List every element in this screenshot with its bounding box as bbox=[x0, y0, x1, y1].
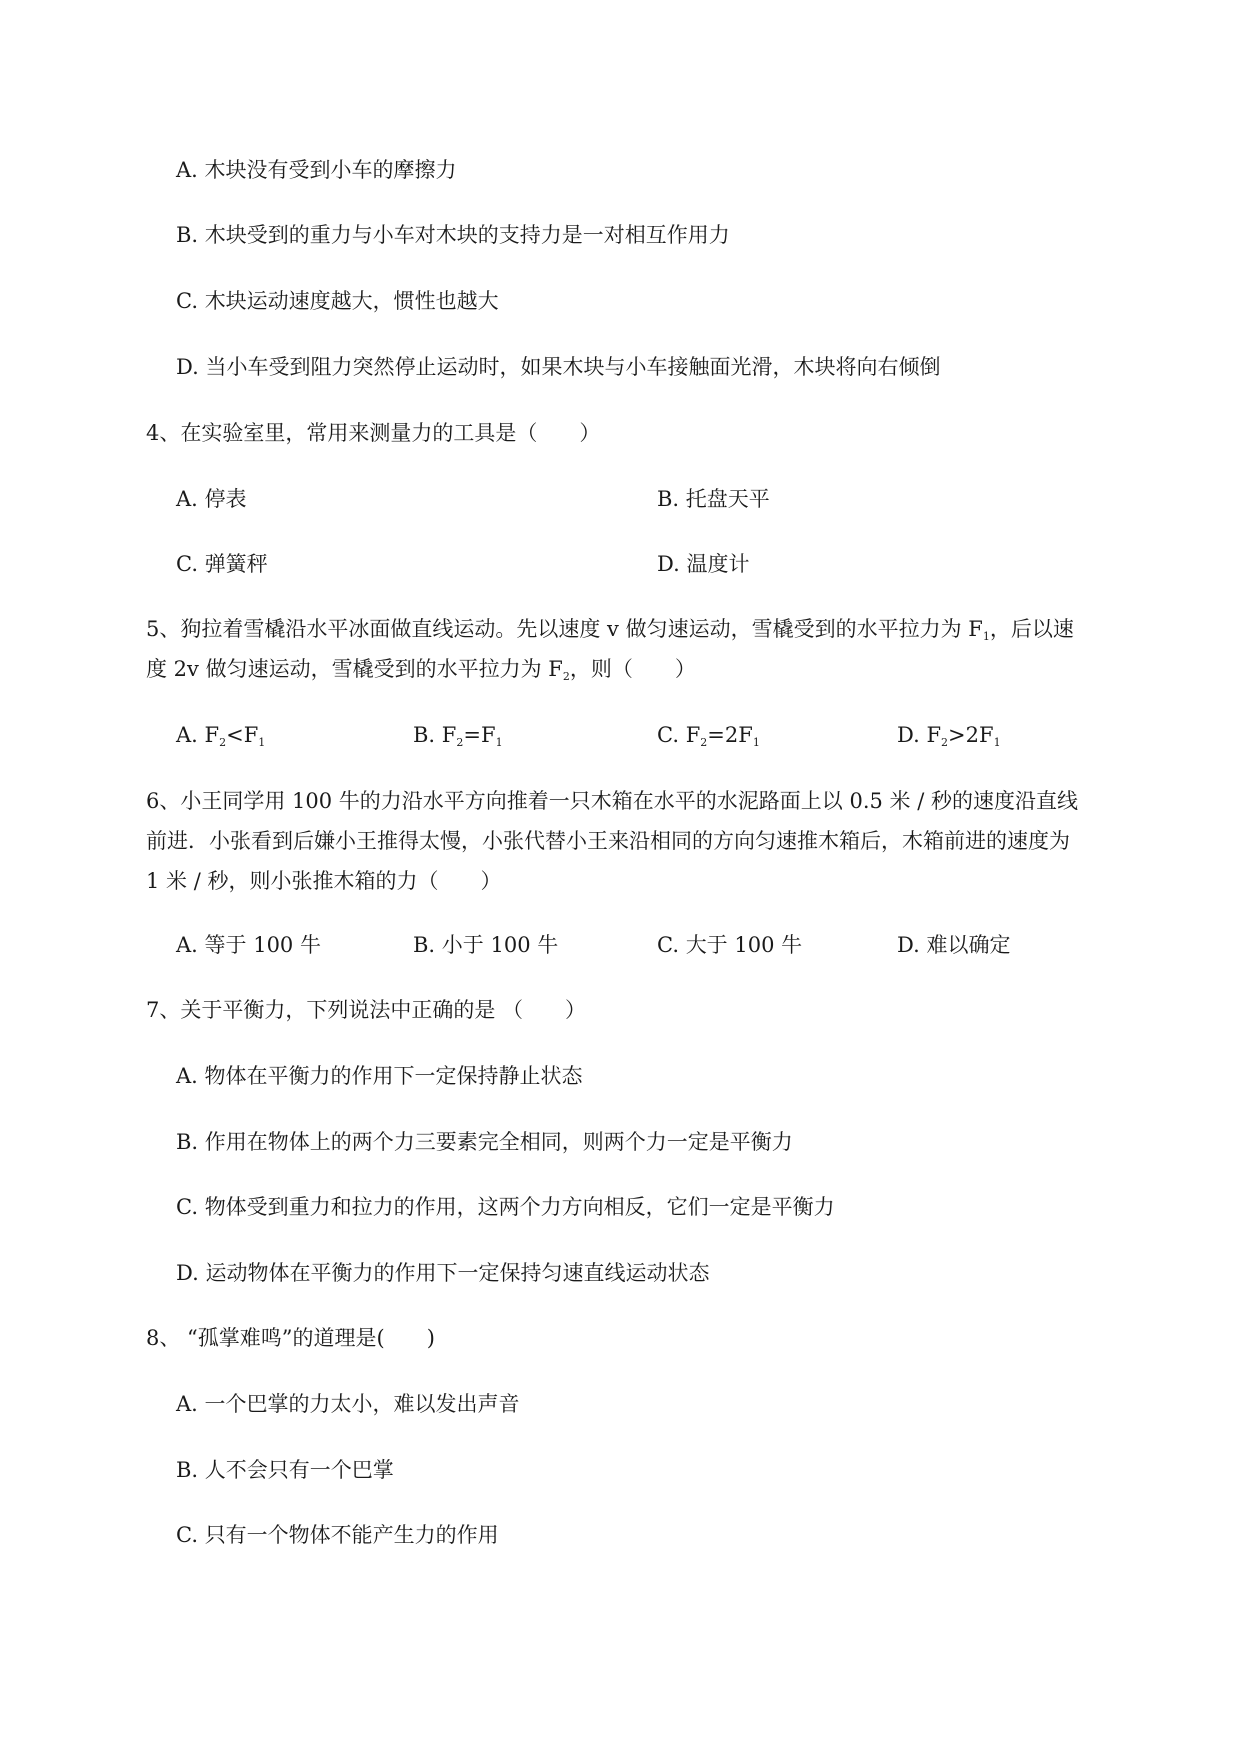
option-text: 木块受到的重力与小车对木块的支持力是一对相互作用力 bbox=[204, 223, 730, 247]
q7-option-d bbox=[176, 1258, 709, 1288]
option-letter: A. bbox=[176, 933, 198, 957]
q8-option-a bbox=[176, 1389, 520, 1419]
option-letter: C. bbox=[176, 1523, 198, 1547]
option-letter: D. bbox=[176, 1261, 199, 1285]
q5-stem-line-1 bbox=[146, 614, 1074, 644]
q6-option-c bbox=[657, 930, 802, 960]
option-letter: D. bbox=[897, 723, 920, 747]
option-letter: C. bbox=[176, 552, 198, 576]
option-text: 物体受到重力和拉力的作用，这两个力方向相反，它们一定是平衡力 bbox=[204, 1195, 835, 1219]
subscript: 2 bbox=[700, 736, 708, 749]
option-text: 作用在物体上的两个力三要素完全相同，则两个力一定是平衡力 bbox=[204, 1130, 793, 1154]
q3-option-b bbox=[176, 220, 730, 250]
option-letter: A. bbox=[176, 723, 198, 747]
option-letter: D. bbox=[657, 552, 680, 576]
option-letter: D. bbox=[897, 933, 920, 957]
force-symbol: F bbox=[243, 723, 259, 747]
option-text: 弹簧秤 bbox=[204, 552, 268, 576]
stem-text: 度 2v 做匀速运动，雪橇受到的水平拉力为 F bbox=[146, 657, 563, 681]
option-letter: B. bbox=[176, 223, 199, 247]
option-text: 托盘天平 bbox=[685, 487, 770, 511]
option-text: 物体在平衡力的作用下一定保持静止状态 bbox=[204, 1064, 583, 1088]
stem-text: 5、狗拉着雪橇沿水平冰面做直线运动。先以速度 v 做匀速运动，雪橇受到的水平拉力为 F bbox=[146, 617, 983, 641]
q5-option-b bbox=[413, 720, 503, 750]
option-text: 大于 100 牛 bbox=[685, 933, 803, 957]
force-symbol: F bbox=[685, 723, 701, 747]
q3-option-c bbox=[176, 286, 499, 316]
stem-text: ，则（ ） bbox=[569, 657, 696, 681]
force-symbol: F bbox=[441, 723, 457, 747]
q4-option-d bbox=[657, 549, 749, 579]
option-text: 难以确定 bbox=[926, 933, 1011, 957]
subscript: 1 bbox=[993, 736, 1001, 749]
relation-symbol: > bbox=[948, 723, 966, 747]
subscript: 2 bbox=[219, 736, 227, 749]
q6-stem-line-1: 6、小王同学用 100 牛的力沿水平方向推着一只木箱在水平的水泥路面上以 0.5 米 / 秒的速度沿直线 bbox=[146, 789, 1078, 813]
option-text: 等于 100 牛 bbox=[204, 933, 321, 957]
option-letter: B. bbox=[176, 1458, 199, 1482]
q8-option-b bbox=[176, 1455, 394, 1485]
option-letter: C. bbox=[176, 1195, 198, 1219]
q5-option-a bbox=[176, 720, 265, 750]
relation-symbol: < bbox=[226, 723, 244, 747]
option-letter: A. bbox=[176, 1064, 198, 1088]
option-letter: A. bbox=[176, 158, 198, 182]
option-letter: B. bbox=[413, 933, 436, 957]
option-text: 当小车受到阻力突然停止运动时，如果木块与小车接触面光滑，木块将向右倾倒 bbox=[205, 355, 941, 379]
q6-option-d bbox=[897, 930, 1010, 960]
subscript: 1 bbox=[495, 736, 503, 749]
option-letter: C. bbox=[657, 723, 679, 747]
option-text: 温度计 bbox=[686, 552, 750, 576]
option-text: 人不会只有一个巴掌 bbox=[204, 1458, 394, 1482]
q6-option-a bbox=[176, 930, 321, 960]
q5-option-d bbox=[897, 720, 1001, 750]
relation-symbol: = bbox=[463, 723, 481, 747]
q7-stem: 7、关于平衡力，下列说法中正确的是 （ ） bbox=[146, 998, 587, 1022]
option-text: 木块运动速度越大，惯性也越大 bbox=[204, 289, 499, 313]
option-letter: A. bbox=[176, 1392, 198, 1416]
option-text: 木块没有受到小车的摩擦力 bbox=[204, 158, 457, 182]
q5-stem-line-2 bbox=[146, 654, 696, 684]
q8-stem: 8、 “孤掌难鸣”的道理是( ) bbox=[146, 1326, 435, 1350]
q7-option-b bbox=[176, 1127, 793, 1157]
subscript: 1 bbox=[752, 736, 760, 749]
q4-stem: 4、在实验室里，常用来测量力的工具是（ ） bbox=[146, 421, 601, 445]
option-letter: B. bbox=[657, 487, 680, 511]
force-symbol: F bbox=[480, 723, 496, 747]
subscript: 1 bbox=[258, 736, 266, 749]
q6-stem-line-2: 前进．小张看到后嫌小王推得太慢，小张代替小王来沿相同的方向匀速推木箱后，木箱前进的速度为 bbox=[146, 829, 1070, 853]
relation-symbol: = bbox=[707, 723, 725, 747]
option-letter: C. bbox=[657, 933, 679, 957]
subscript: 2 bbox=[456, 736, 464, 749]
stem-text: ，后以速 bbox=[989, 617, 1074, 641]
q4-option-c bbox=[176, 549, 268, 579]
force-symbol: F bbox=[204, 723, 220, 747]
q6-stem-line-3: 1 米 / 秒，则小张推木箱的力（ ） bbox=[146, 869, 502, 893]
q7-option-c bbox=[176, 1192, 835, 1222]
option-letter: D. bbox=[176, 355, 199, 379]
q8-option-c bbox=[176, 1520, 499, 1550]
option-letter: A. bbox=[176, 487, 198, 511]
q3-option-d bbox=[176, 352, 940, 382]
q5-option-c bbox=[657, 720, 760, 750]
q4-option-b bbox=[657, 484, 770, 514]
option-text: 一个巴掌的力太小，难以发出声音 bbox=[204, 1392, 520, 1416]
force-symbol: F bbox=[926, 723, 942, 747]
q6-option-b bbox=[413, 930, 558, 960]
option-text: 只有一个物体不能产生力的作用 bbox=[204, 1523, 499, 1547]
subscript: 1 bbox=[982, 630, 990, 643]
force-symbol: 2F bbox=[965, 723, 994, 747]
q3-option-a bbox=[176, 155, 457, 185]
option-text: 运动物体在平衡力的作用下一定保持匀速直线运动状态 bbox=[205, 1261, 710, 1285]
subscript: 2 bbox=[562, 670, 570, 683]
subscript: 2 bbox=[941, 736, 949, 749]
force-symbol: 2F bbox=[724, 723, 753, 747]
option-letter: C. bbox=[176, 289, 198, 313]
q7-option-a bbox=[176, 1061, 583, 1091]
option-letter: B. bbox=[413, 723, 436, 747]
option-letter: B. bbox=[176, 1130, 199, 1154]
option-text: 小于 100 牛 bbox=[441, 933, 559, 957]
q4-option-a bbox=[176, 484, 247, 514]
option-text: 停表 bbox=[204, 487, 247, 511]
